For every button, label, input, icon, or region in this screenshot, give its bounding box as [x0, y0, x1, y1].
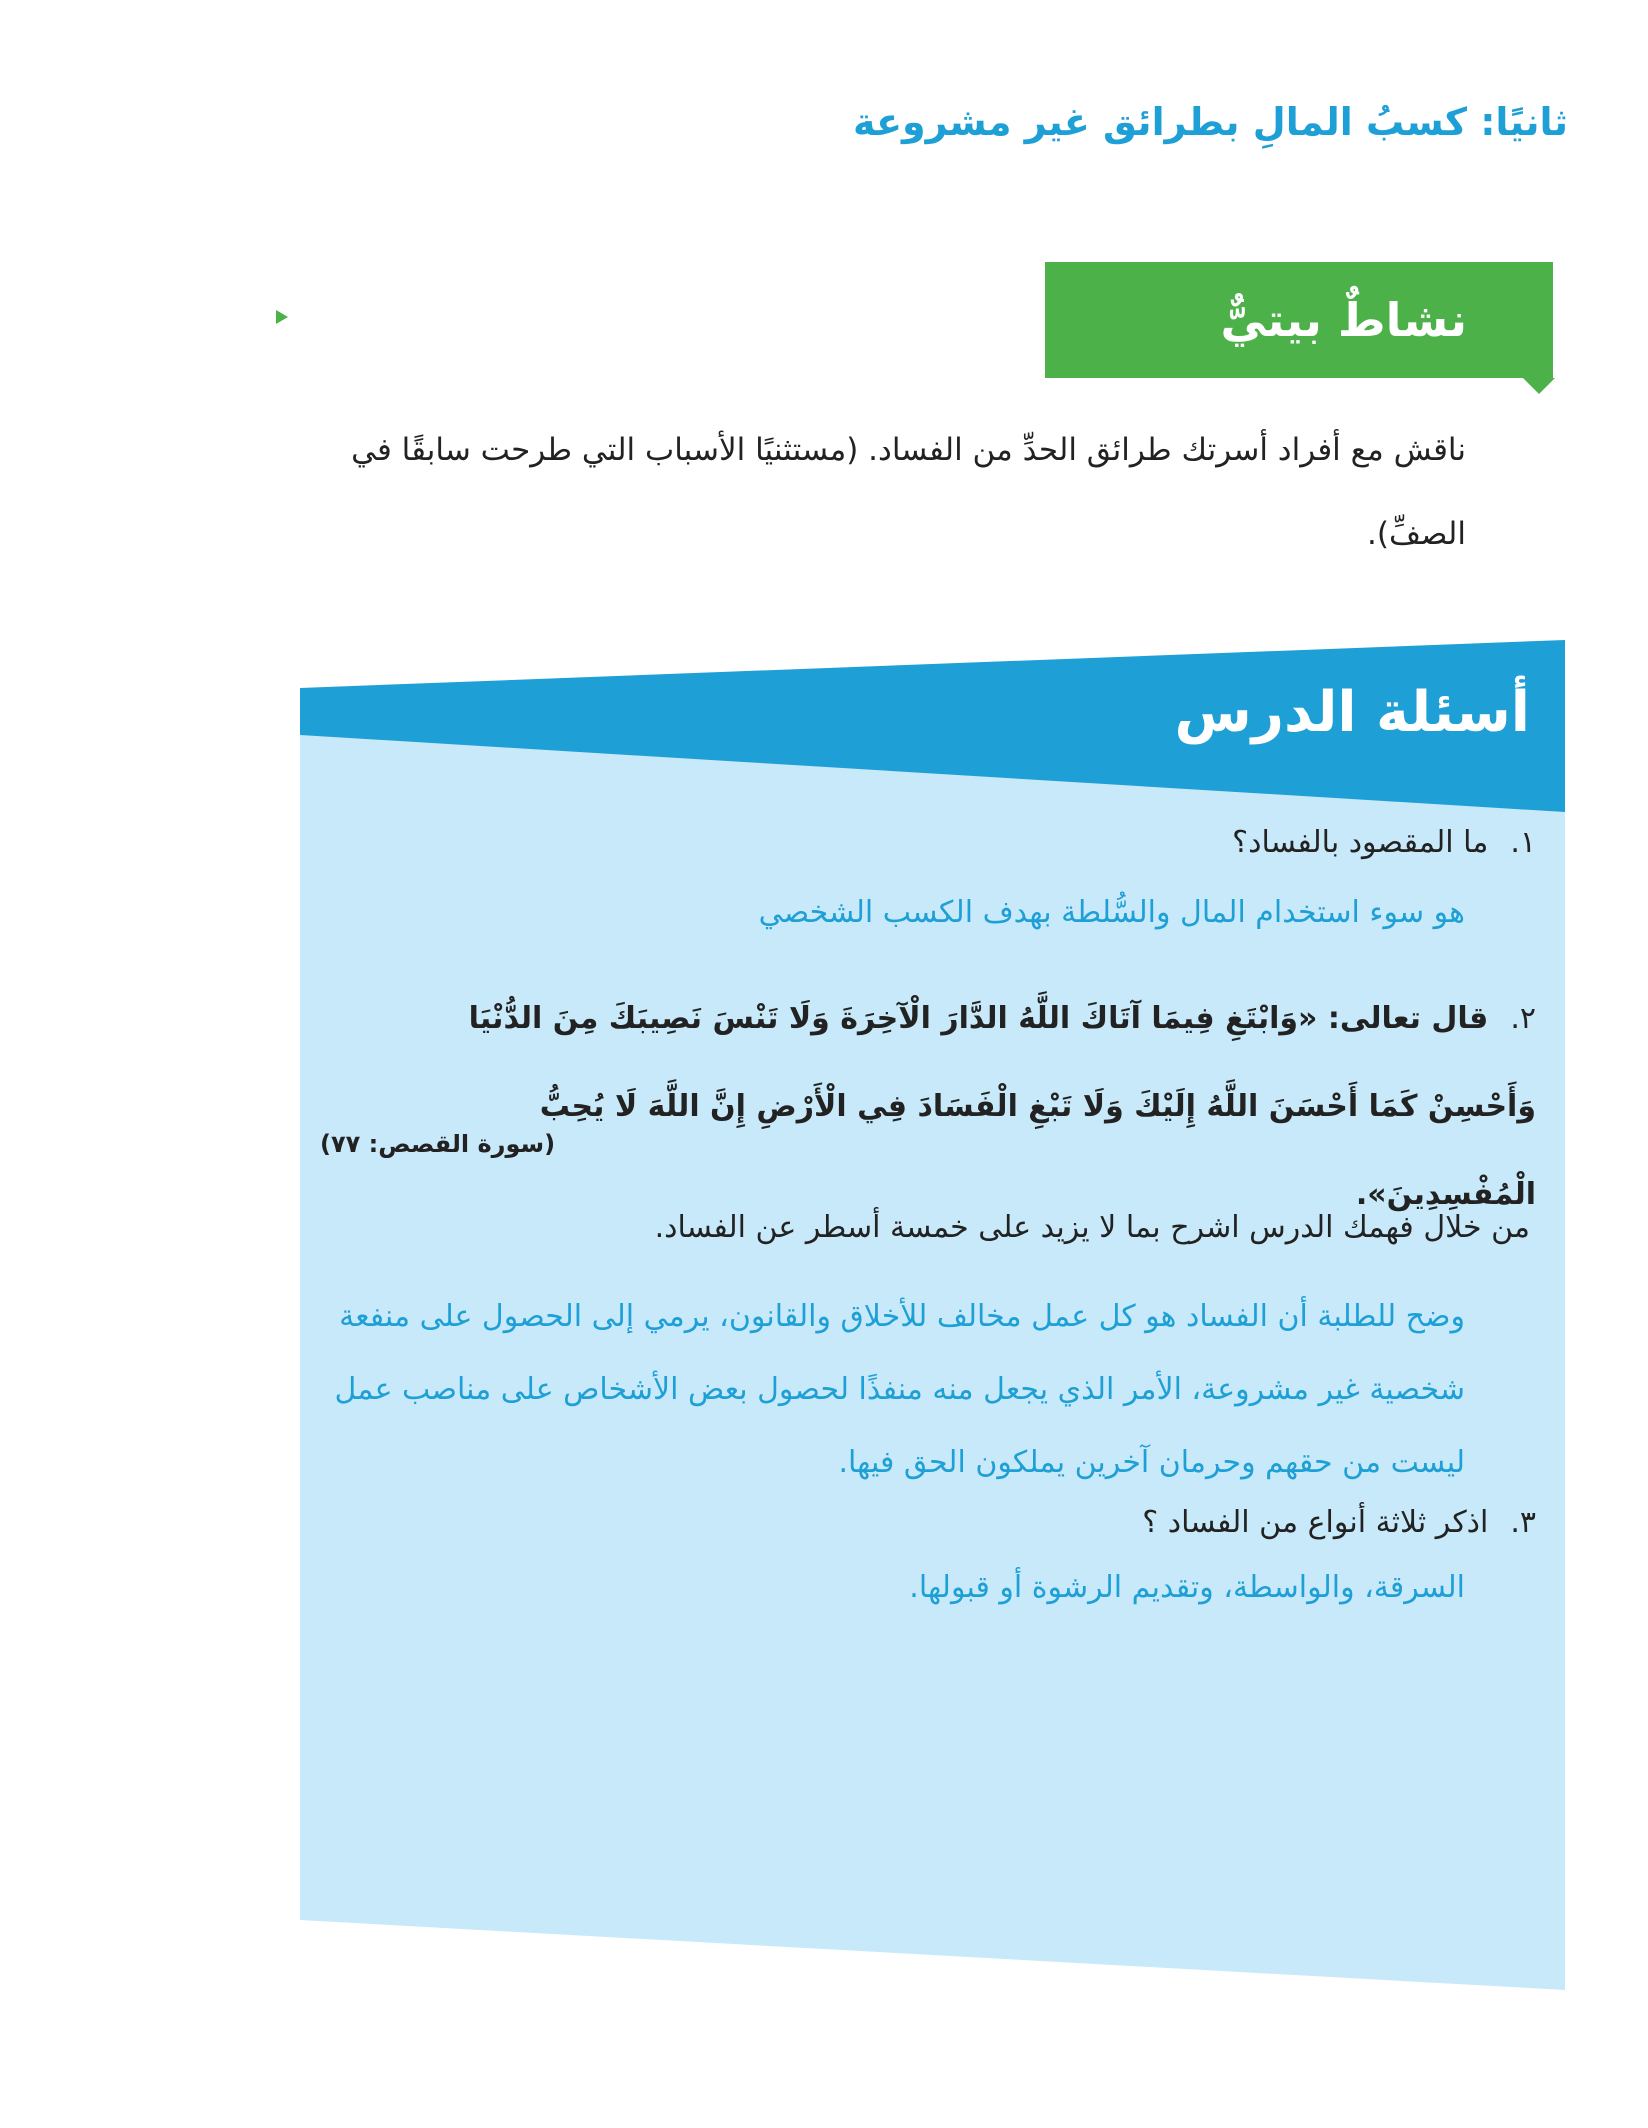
banner-pointer-icon — [1523, 378, 1555, 394]
question-3-text: اذكر ثلاثة أنواع من الفساد ؟ — [1142, 1505, 1489, 1540]
answer-2: وضح للطلبة أن الفساد هو كل عمل مخالف للأخلاق والقانون، يرمي إلى الحصول على منفعة شخصية غير مشروعة، الأمر الذي يجعل منه منفذًا لحصول بعض الأشخاص على مناصب عمل ليست من حقهم وحرمان آخرين يملكون الحق فيها. — [334, 1299, 1465, 1480]
answer-1: هو سوء استخدام المال والسُّلطة بهدف الكسب الشخصي — [758, 895, 1465, 930]
question-3-number: ٣. — [1510, 1505, 1536, 1540]
quran-verse: قال تعالى: «وَابْتَغِ فِيمَا آتَاكَ اللَّهُ الدَّارَ الْآخِرَةَ وَلَا تَنْسَ نَصِيبَكَ مِنَ الدُّنْيَا وَأَحْسِنْ كَمَا أَحْسَنَ اللَّهُ إِلَيْكَ وَلَا تَبْغِ الْفَسَادَ فِي الْأَرْضِ إِنَّ اللَّهَ لَا يُحِبُّ الْمُفْسِدِينَ». — [468, 1001, 1536, 1212]
question-2-prompt: من خلال فهمك الدرس اشرح بما لا يزيد على خمسة أسطر عن الفساد. — [654, 1210, 1530, 1245]
question-1 — [1232, 825, 1536, 860]
activity-text: ناقش مع أفراد أسرتك طرائق الحدِّ من الفساد. (مستثنيًا الأسباب التي طرحت سابقًا في الصفِّ). — [351, 432, 1466, 552]
question-2-number: ٢. — [1510, 1001, 1536, 1036]
lesson-questions-title: أسئلة الدرس — [1174, 680, 1530, 745]
bullet-arrow-icon — [276, 310, 288, 324]
answer-3: السرقة، والواسطة، وتقديم الرشوة أو قبولها. — [909, 1570, 1465, 1605]
section-heading: ثانيًا: كسبُ المالِ بطرائق غير مشروعة — [853, 100, 1568, 144]
verse-source: (سورة القصص: ٧٧) — [320, 1130, 556, 1158]
activity-banner — [1045, 262, 1553, 378]
question-2-verse — [356, 975, 1536, 1239]
question-1-text: ما المقصود بالفساد؟ — [1232, 825, 1489, 860]
question-3 — [1142, 1505, 1536, 1540]
activity-title: نشاطٌ بيتيٌّ — [1220, 293, 1467, 347]
question-1-number: ١. — [1510, 825, 1536, 860]
